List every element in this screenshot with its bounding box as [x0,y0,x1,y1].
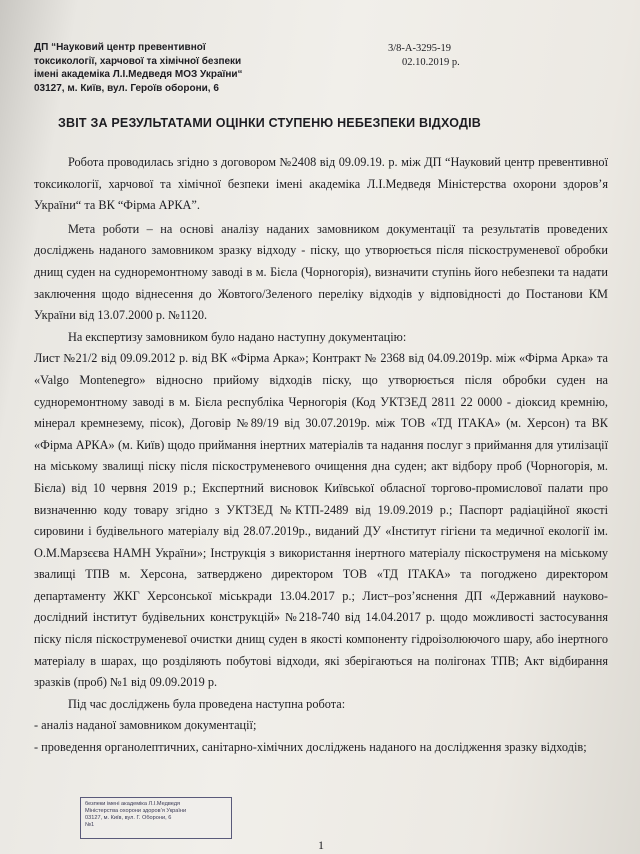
work-item-research: - проведення органолептичних, санітарно-хімічних досліджень наданого на дослідження зразку відходів; [34,740,587,755]
stamp-line: 03127, м. Київ, вул. Г. Оборони, 6 [85,815,172,821]
paragraph-work-intro: Під час досліджень була проведена наступна робота: [68,696,346,711]
org-line-2: токсикології, харчової та хімічної безпеки [34,55,242,67]
org-address: 03127, м. Київ, вул. Героїв оборони, 6 [34,82,219,94]
report-title: ЗВІТ ЗА РЕЗУЛЬТАТАМИ ОЦІНКИ СТУПЕНЮ НЕБЕЗПЕКИ ВІДХОДІВ [58,116,481,130]
institution-stamp [80,797,232,839]
page-number: 1 [318,838,324,852]
paragraph-documents-intro: На експертизу замовником було надано наступну документацію: [68,329,407,344]
org-line-3: імені академіка Л.І.Медведя МОЗ України“ [34,69,243,80]
paragraph-documents-list: Лист №21/2 від 09.09.2012 р. від ВК «Фірма Арка»; Контракт № 2368 від 04.09.2019р. між «Фірма Арка» та «Valgo Montenegro» відносно прийому відходів піску, що утворюється після обробки суден на судноремонтному заводі в м. Бієла республіка Чернoгорія (Код УКТЗЕД 2811 22 0000 - діоксид кремнію, мінерал кремнезему, пісок), Договір №89/19 від 30.07.2019р. між ТОВ «ТД ІТАКА» (м. Херсон) та ВК «Фірма АРКА» (м. Київ) щодо приймання інертних матеріалів та надання послуг з приймання для утилізації на міському звалищі піску після піскоструменевого очищення дна суден; акт відбору проб (Чорногорія, м. Бієла) від 10 червня 2019 р.; Експертний висновок Київської обласної торгово-промислової палати про визначенню коду товару згідно з УКТЗЕД №КТП-2489 від 19.09.2019 р.; Паспорт радіаційної якості сировини і будівельного матеріалу від 28.07.2019р., виданий ДУ «Інститут гігієни та медичної екології ім. О.М.Марзєєва НАМН України»; Інструкція з використання інертного матеріалу піскоструменя на міському звалищі ТПВ м. Херсона, затверджено директором ТОВ «ТД ІТАКА» та погоджено директором департаменту ЖКГ Херсонської міськради 13.04.2017 р.; Лист–роз’яснення ДП «Державний науково-дослідний інститут будівельних конструкцій» №218-740 від 14.04.2017 р. щодо можливості застосування піску після піскоструменевої очистки днищ суден в якості компоненту гідроізолюючого шару, або інертного матеріалу в шарах, що розділяють побутові відходи, які зберігаються на полігонах ТПВ; Акт відбирання зразків (проб) №1 від 09.09.2019 р. [34,351,608,690]
stamp-line: №1 [85,822,95,828]
reference-number: 3/8-А-3295-19 [388,43,451,54]
paragraph-purpose: Мета роботи – на основі аналізу наданих замовником документації та результатів проведених досліджень наданого замовником зразку відходу - піску, що утворюється після піскоструменевої обробки днищ суден на судноремонтному заводі в м. Бієла (Чорногорія), визначити ступінь його небезпеки та надати заключення щодо віднесення до Жовтого/Зеленого переліку відходів у відповідності до Постанови КМ України від 13.07.2000 р. №1120. [34,221,608,323]
organization-header [34,41,354,95]
stamp-line: безпеки імені академіка Л.І.Медведя [85,801,181,807]
work-item-analysis: - аналіз наданої замовником документації; [34,718,257,733]
report-body [34,152,608,759]
document-reference [388,42,508,70]
document-date: 02.10.2019 р. [402,57,460,68]
paragraph-contract: Робота проводилась згідно з договором №2408 від 09.09.19. р. між ДП “Науковий центр превентивної токсикології, харчової та хімічної безпеки імені академіка Л.І.Медведя Міністерства охорони здоров’я України“ та ВК “Фірма АРКА”. [34,155,608,213]
org-line-1: ДП “Науковий центр превентивної [34,42,206,53]
stamp-line: Міністерства охорони здоров’я України [85,808,187,814]
